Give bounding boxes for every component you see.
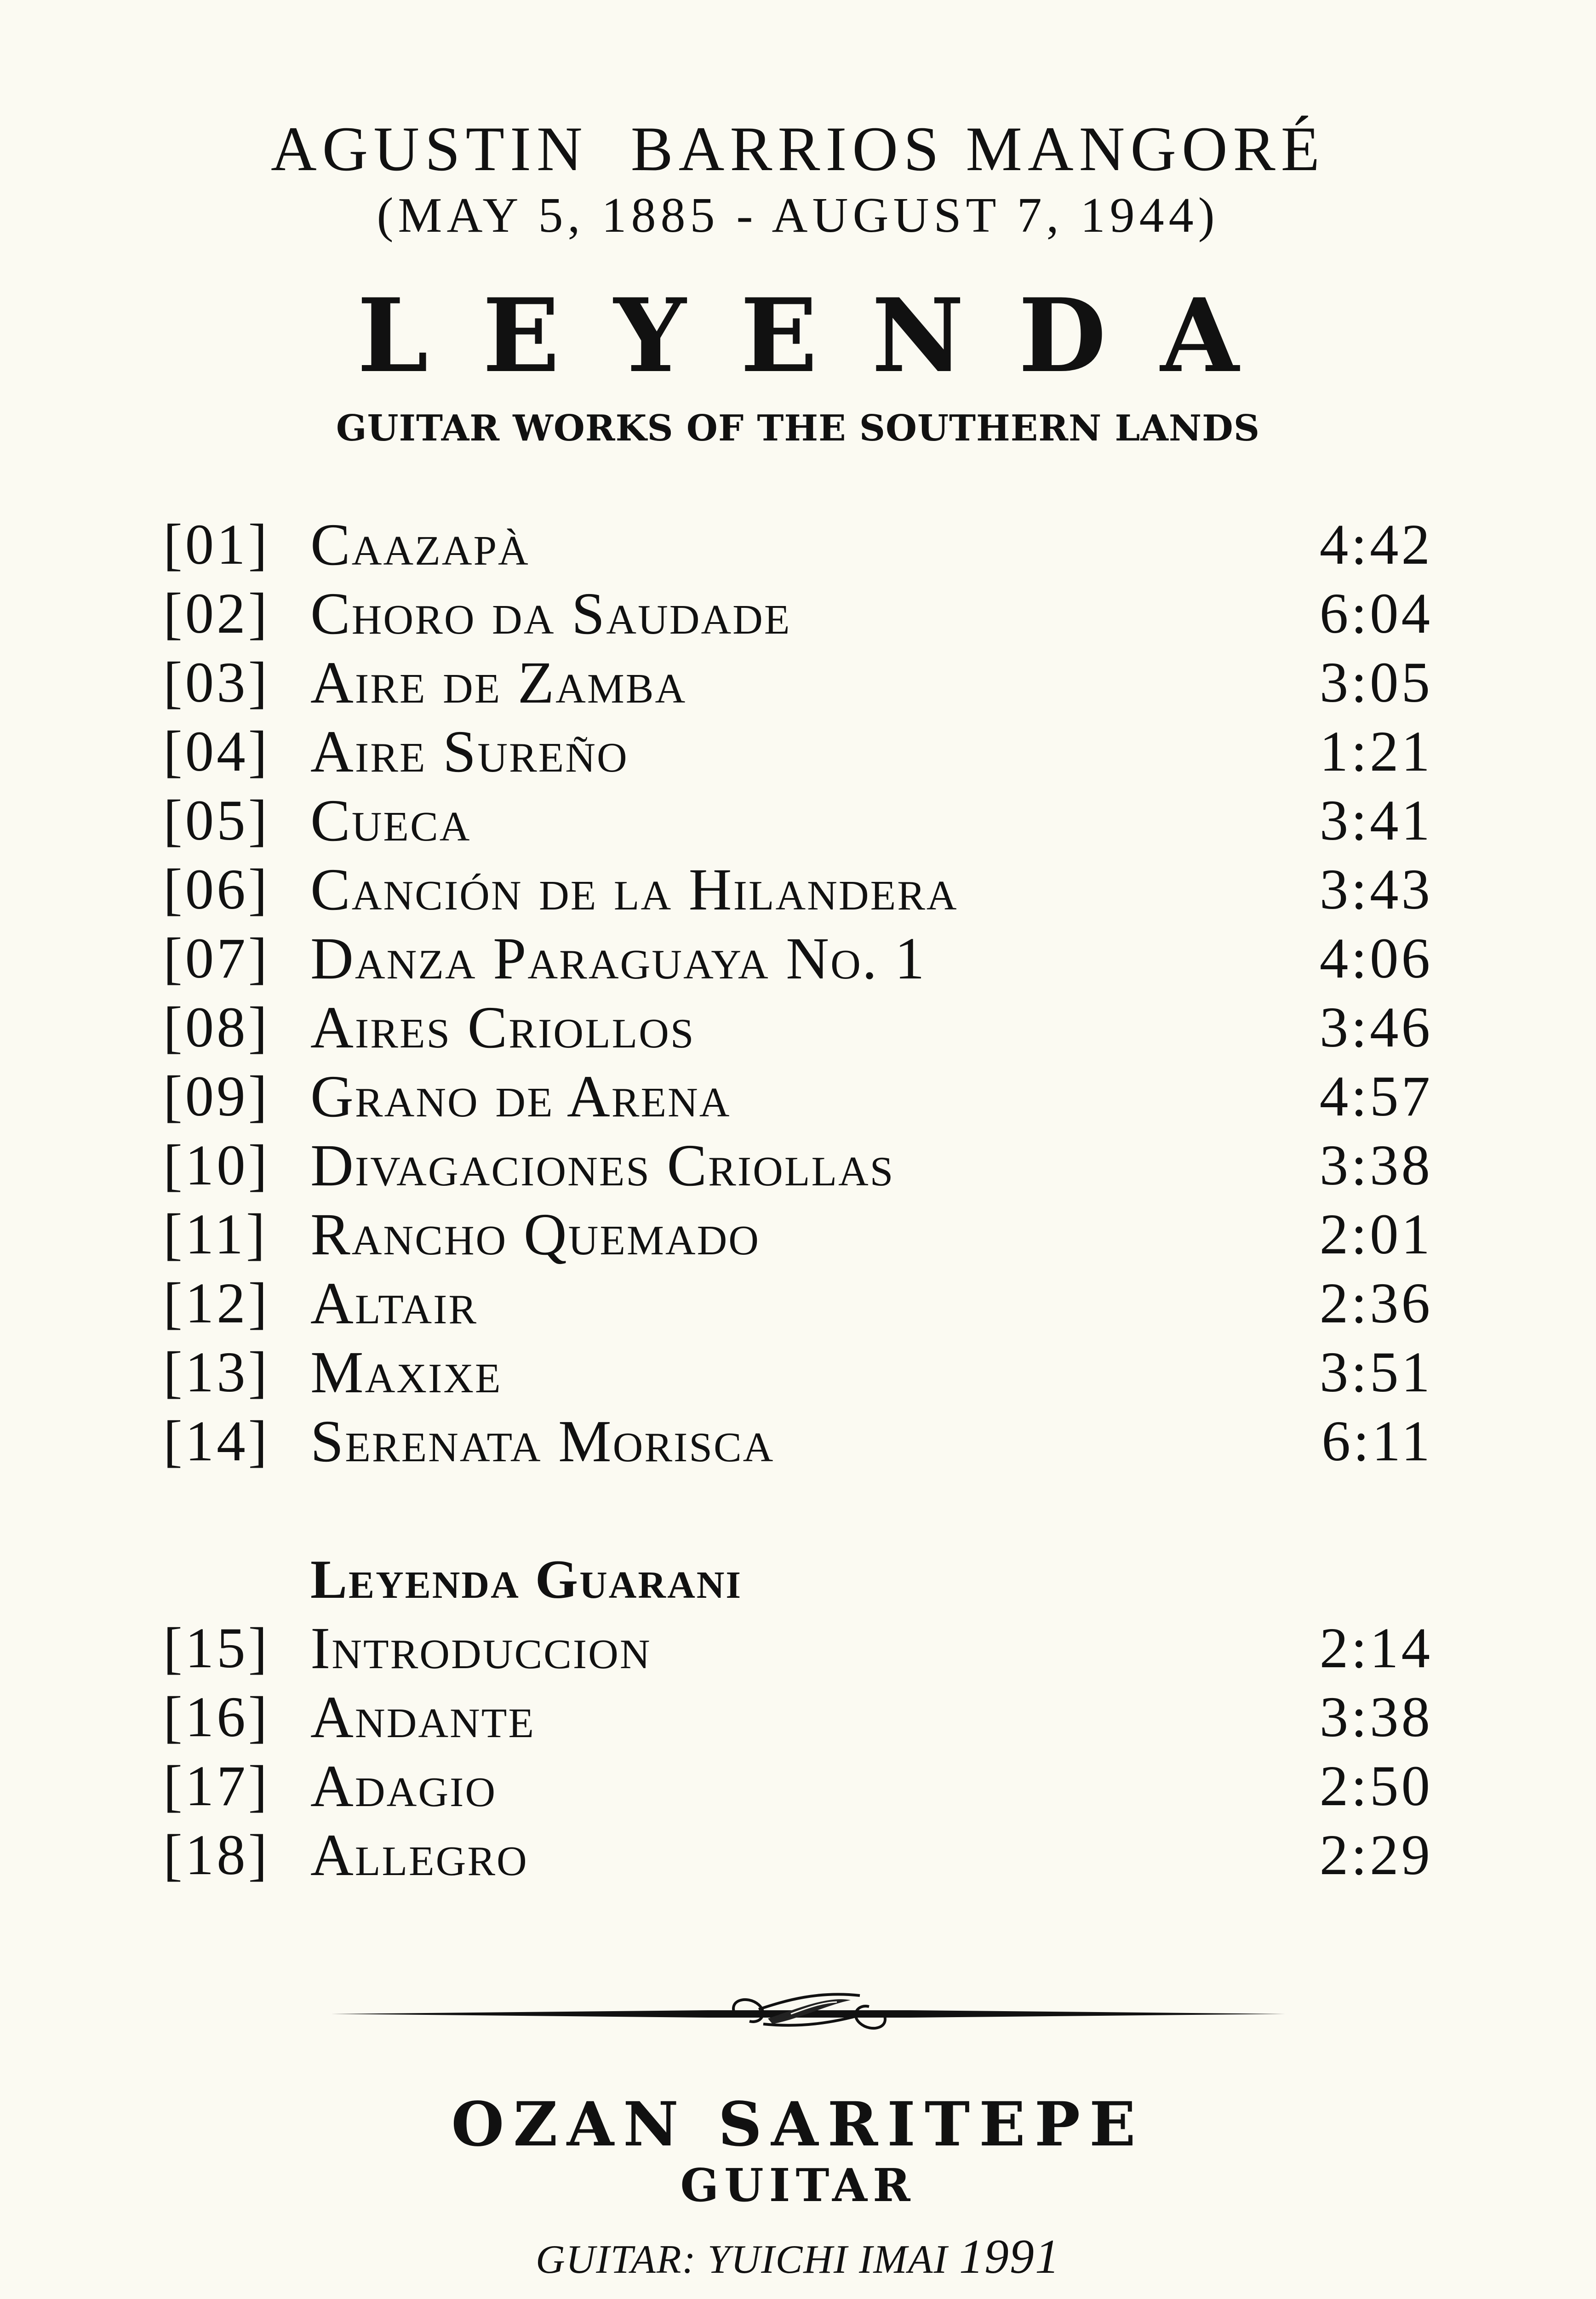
track-duration: 3:41 [1319,789,1433,852]
ornament-divider [331,1982,1287,2046]
track-number: [02] [163,582,270,646]
track-title: Grano de Arena [310,1064,731,1130]
track-duration: 3:38 [1319,1686,1433,1749]
track-duration: 3:38 [1319,1134,1433,1197]
track-row [0,1407,1596,1476]
track-row [0,1200,1596,1269]
track-title: Rancho Quemado [310,1201,761,1268]
track-row [0,993,1596,1062]
track-title: Andante [310,1684,535,1750]
track-row [0,1683,1596,1752]
track-title: Aires Criollos [310,995,695,1061]
track-duration: 2:50 [1319,1755,1433,1818]
track-title: Divagaciones Criollas [310,1132,895,1199]
guitar-maker: GUITAR: YUICHI IMAI [536,2237,948,2282]
track-row [0,1752,1596,1821]
track-duration: 2:14 [1319,1617,1433,1680]
track-number: [13] [163,1341,270,1404]
track-duration: 2:29 [1319,1824,1433,1887]
track-title: Aire Sureño [310,719,629,785]
track-number: [06] [163,858,270,921]
track-number: [08] [163,996,270,1059]
track-row [0,1131,1596,1200]
track-duration: 3:05 [1319,651,1433,715]
track-number: [07] [163,927,270,990]
track-row [0,1821,1596,1890]
track-row [0,1062,1596,1131]
suite-heading: Leyenda Guarani [310,1549,743,1610]
track-number: [12] [163,1272,270,1335]
track-row [0,579,1596,648]
track-number: [01] [163,513,270,577]
track-title: Aire de Zamba [310,650,687,716]
track-number: [09] [163,1065,270,1128]
track-number: [11] [163,1203,268,1266]
performer-name: OZAN SARITEPE [451,2089,1145,2160]
track-duration: 6:04 [1319,582,1433,646]
track-number: [15] [163,1617,270,1680]
guitar-year: 1991 [959,2230,1060,2283]
track-title: Caazapà [310,512,530,578]
guitar-credit [0,2232,1596,2281]
track-row [0,1614,1596,1683]
track-row [0,648,1596,717]
track-row [0,510,1596,579]
track-number: [16] [163,1686,270,1749]
track-duration: 6:11 [1321,1410,1433,1473]
track-title: Altair [310,1270,478,1337]
track-duration: 2:01 [1319,1203,1433,1266]
album-subtitle: GUITAR WORKS OF THE SOUTHERN LANDS [336,407,1260,449]
track-number: [17] [163,1755,270,1818]
track-row [0,1338,1596,1407]
track-duration: 1:21 [1319,720,1433,783]
track-title: Choro da Saudade [310,581,791,647]
track-duration: 3:51 [1319,1341,1433,1404]
track-title: Serenata Morisca [310,1408,775,1475]
track-row [0,786,1596,855]
track-duration: 2:36 [1319,1272,1433,1335]
track-duration: 4:42 [1319,513,1433,577]
performer-instrument: GUITAR [680,2159,916,2212]
composer-dates: (MAY 5, 1885 - AUGUST 7, 1944) [377,188,1219,243]
track-row [0,717,1596,786]
album-title: LEYENDA [357,276,1293,395]
track-title: Cueca [310,788,471,854]
track-duration: 3:43 [1319,858,1433,921]
track-number: [10] [163,1134,270,1197]
track-title: Allegro [310,1822,528,1888]
track-row [0,924,1596,993]
track-duration: 4:06 [1319,927,1433,990]
track-title: Introduccion [310,1615,652,1681]
track-row [0,1269,1596,1338]
track-title: Danza Paraguaya No. 1 [310,926,926,992]
track-title: Adagio [310,1753,497,1819]
composer-name: AGUSTIN BARRIOS MANGORÉ [271,114,1325,184]
track-row [0,855,1596,924]
track-title: Canción de la Hilandera [310,857,958,923]
track-duration: 3:46 [1319,996,1433,1059]
track-number: [05] [163,789,270,852]
track-title: Maxixe [310,1339,502,1406]
track-number: [04] [163,720,270,783]
track-number: [14] [163,1410,270,1473]
track-number: [03] [163,651,270,715]
track-duration: 4:57 [1319,1065,1433,1128]
track-number: [18] [163,1824,270,1887]
